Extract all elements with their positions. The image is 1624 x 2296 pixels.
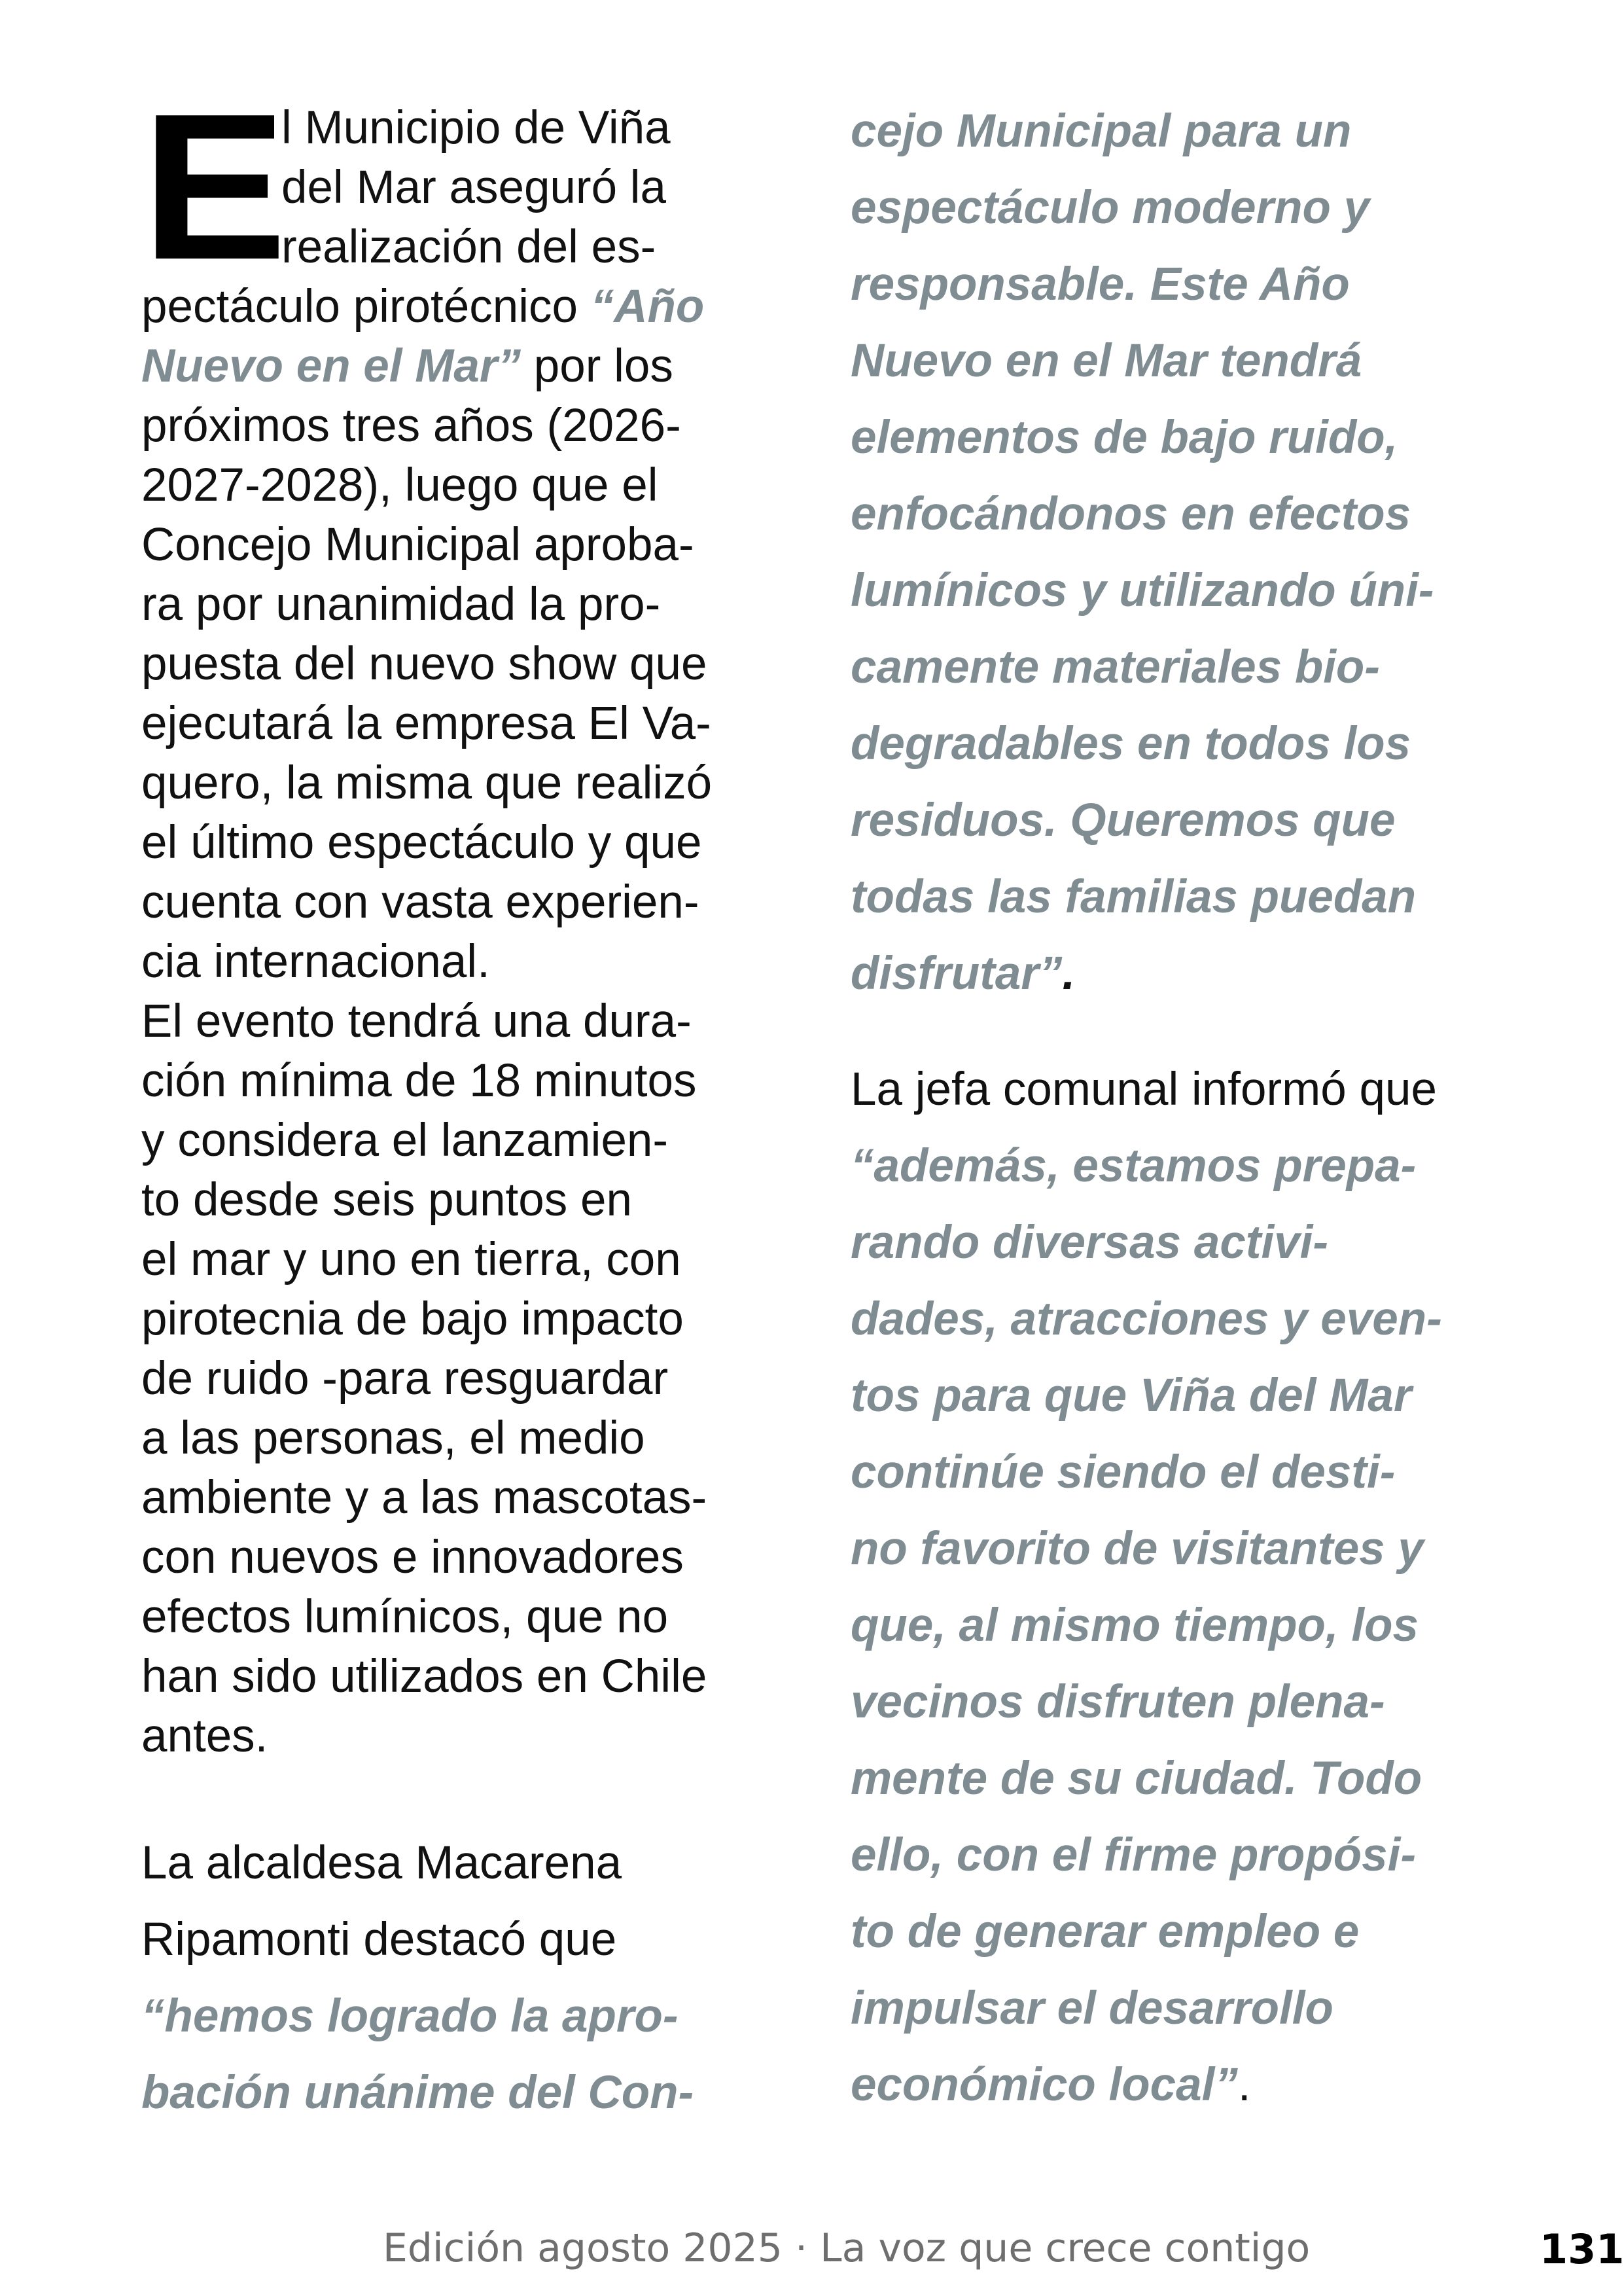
quote-text: cejo Municipal para un xyxy=(851,105,1352,157)
text-line: con nuevos e innovadores xyxy=(141,1532,684,1583)
quote-text: impulsar el desarrollo xyxy=(851,1982,1333,2034)
text-line: pectáculo pirotécnico “Año xyxy=(141,281,705,332)
text-line: puesta del nuevo show que xyxy=(141,638,707,690)
text-line: 2027-2028), luego que el xyxy=(141,459,658,511)
text-line: efectos lumínicos, que no xyxy=(141,1591,669,1643)
text-line: La jefa comunal informó que xyxy=(851,1064,1437,1115)
right-column xyxy=(851,98,1505,2123)
text-line: ción mínima de 18 minutos xyxy=(141,1055,697,1107)
text-line: realización del es- xyxy=(281,221,656,273)
quote-text: bación unánime del Con- xyxy=(141,2067,694,2119)
intro-lines xyxy=(141,71,769,303)
quote-text: rando diversas activi- xyxy=(851,1217,1329,1268)
page-footer xyxy=(0,2225,1622,2278)
quote-text: camente materiales bio- xyxy=(851,641,1380,693)
quote-text: dades, atracciones y even- xyxy=(851,1293,1442,1345)
text-line: de ruido -para resguardar xyxy=(141,1353,669,1405)
text-line: disfrutar”. xyxy=(851,948,1076,999)
text-line: to desde seis puntos en xyxy=(141,1174,632,1226)
text-line: cuenta con vasta experien- xyxy=(141,876,699,928)
text-line: Ripamonti destacó que xyxy=(141,1914,617,1965)
text-line: y considera el lanzamien- xyxy=(141,1115,669,1166)
text-line: El evento tendrá una dura- xyxy=(141,996,692,1047)
quote-text: que, al mismo tiempo, los xyxy=(851,1600,1419,1651)
left-column xyxy=(141,71,769,2131)
drop-cap: E xyxy=(141,71,287,303)
paragraph-2 xyxy=(141,992,769,1766)
paragraph-1 xyxy=(141,396,769,992)
text-line: quero, la misma que realizó xyxy=(141,757,713,809)
text-line: Concejo Municipal aproba- xyxy=(141,519,694,571)
quote-text: enfocándonos en efectos xyxy=(851,488,1411,540)
quote-text: Nuevo en el Mar tendrá xyxy=(851,335,1362,387)
text-line: cia internacional. xyxy=(141,936,490,988)
quote-text: to de generar empleo e xyxy=(851,1906,1360,1958)
paragraph-4 xyxy=(851,1051,1505,2123)
quote-text: lumínicos y utilizando úni- xyxy=(851,565,1434,617)
text-line: ejecutará la empresa El Va- xyxy=(141,698,711,749)
quote-text: continúe siendo el desti- xyxy=(851,1446,1396,1498)
quote-text: espectáculo moderno y xyxy=(851,182,1370,234)
quote-text: vecinos disfruten plena- xyxy=(851,1676,1385,1728)
quote-block-1 xyxy=(851,93,1505,1012)
text-line: el último espectáculo y que xyxy=(141,817,702,869)
quote-text: “hemos logrado la apro- xyxy=(141,1990,679,2042)
quote-text: degradables en todos los xyxy=(851,718,1411,770)
text-line: ambiente y a las mascotas- xyxy=(141,1472,707,1524)
text-line: pirotecnia de bajo impacto xyxy=(141,1293,684,1345)
text-line: Nuevo en el Mar” por los xyxy=(141,340,673,392)
quote-text: Nuevo en el Mar” xyxy=(141,340,521,392)
text-line: del Mar aseguró la xyxy=(281,162,667,213)
quote-text: responsable. Este Año xyxy=(851,259,1350,310)
page-number: 131 xyxy=(1540,2225,1624,2273)
quote-text: residuos. Queremos que xyxy=(851,795,1396,846)
text-line: antes. xyxy=(141,1710,268,1762)
text-line: a las personas, el medio xyxy=(141,1412,645,1464)
quote-text: todas las familias puedan xyxy=(851,871,1417,923)
text-line: l Municipio de Viña xyxy=(281,102,671,154)
text-line: La alcaldesa Macarena xyxy=(141,1837,622,1889)
quote-text: ello, con el firme propósi- xyxy=(851,1829,1416,1881)
text-line: económico local”. xyxy=(851,2059,1251,2111)
quote-text: “Año xyxy=(590,281,705,332)
paragraph-3 xyxy=(141,1825,769,2131)
quote-text: “además, estamos prepa- xyxy=(851,1140,1417,1192)
text-line: el mar y uno en tierra, con xyxy=(141,1234,681,1285)
quote-text: no favorito de visitantes y xyxy=(851,1523,1424,1575)
text-line: han sido utilizados en Chile xyxy=(141,1651,707,1702)
quote-text: elementos de bajo ruido, xyxy=(851,412,1398,463)
quote-text: mente de su ciudad. Todo xyxy=(851,1753,1422,1804)
text-line: ra por unanimidad la pro- xyxy=(141,579,661,630)
text-line: próximos tres años (2026- xyxy=(141,400,681,452)
quote-text: tos para que Viña del Mar xyxy=(851,1370,1412,1422)
edition-label: Edición agosto 2025 · La voz que crece contigo xyxy=(383,2225,1311,2271)
